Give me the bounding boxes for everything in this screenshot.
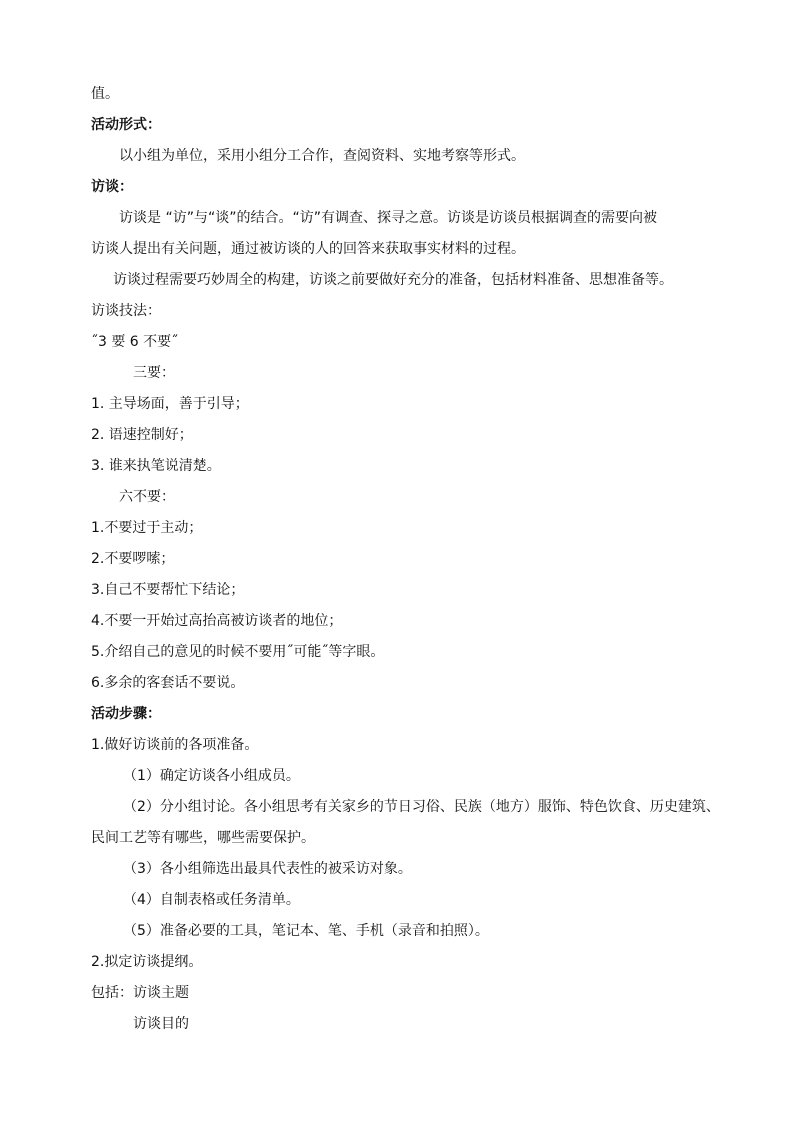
- list-item-do-3: 3. 谁来执笔说清楚。: [91, 458, 221, 474]
- heading-activity-steps: 活动步骤：: [91, 706, 161, 722]
- step-1-sub-4: （4）自制表格或任务清单。: [123, 892, 300, 908]
- paragraph-interview-process: 访谈过程需要巧妙周全的构建，访谈之前要做好充分的准备，包括材料准备、思想准备等。: [113, 272, 673, 288]
- heading-interview-skills: 访谈技法：: [91, 303, 161, 319]
- rule-summary: ˝3 要 6 不要˝: [91, 334, 179, 350]
- step-1-sub-1: （1）确定访谈各小组成员。: [123, 768, 300, 784]
- paragraph-interview-line-1: 访谈是 “访”与“谈”的结合。“访”有调查、探寻之意。访谈是访谈员根据调查的需要向被: [119, 210, 657, 226]
- text-line-continuation: 值。: [91, 86, 119, 102]
- step-1: 1.做好访谈前的各项准备。: [91, 737, 259, 753]
- heading-activity-form: 活动形式：: [91, 117, 161, 133]
- list-item-dont-6: 6.多余的客套话不要说。: [91, 675, 245, 691]
- list-item-dont-1: 1.不要过于主动；: [91, 520, 203, 536]
- list-item-dont-4: 4.不要一开始过高抬高被访谈者的地位；: [91, 613, 343, 629]
- subheading-three-dos: 三要：: [133, 365, 175, 381]
- list-item-do-1: 1. 主导场面，善于引导；: [91, 396, 249, 412]
- outline-purpose: 访谈目的: [133, 1016, 189, 1032]
- step-1-sub-2-line-2: 民间工艺等有哪些，哪些需要保护。: [91, 830, 315, 846]
- paragraph-activity-form: 以小组为单位，采用小组分工合作，查阅资料、实地考察等形式。: [119, 148, 525, 164]
- step-2: 2.拟定访谈提纲。: [91, 954, 203, 970]
- list-item-dont-3: 3.自己不要帮忙下结论；: [91, 582, 245, 598]
- subheading-six-donts: 六不要：: [119, 489, 175, 505]
- list-item-do-2: 2. 语速控制好；: [91, 427, 193, 443]
- step-1-sub-5: （5）准备必要的工具，笔记本、笔、手机（录音和拍照）。: [123, 923, 489, 939]
- list-item-dont-5: 5.介绍自己的意见的时候不要用˝可能˝等字眼。: [91, 644, 385, 660]
- step-1-sub-3: （3）各小组筛选出最具代表性的被采访对象。: [123, 861, 412, 877]
- outline-includes: 包括：访谈主题: [91, 985, 189, 1001]
- paragraph-interview-line-2: 访谈人提出有关问题，通过被访谈的人的回答来获取事实材料的过程。: [91, 241, 525, 257]
- step-1-sub-2-line-1: （2）分小组讨论。各小组思考有关家乡的节日习俗、民族（地方）服饰、特色饮食、历史建筑、: [123, 799, 720, 815]
- heading-interview: 访谈：: [91, 179, 133, 195]
- list-item-dont-2: 2.不要啰嗦；: [91, 551, 175, 567]
